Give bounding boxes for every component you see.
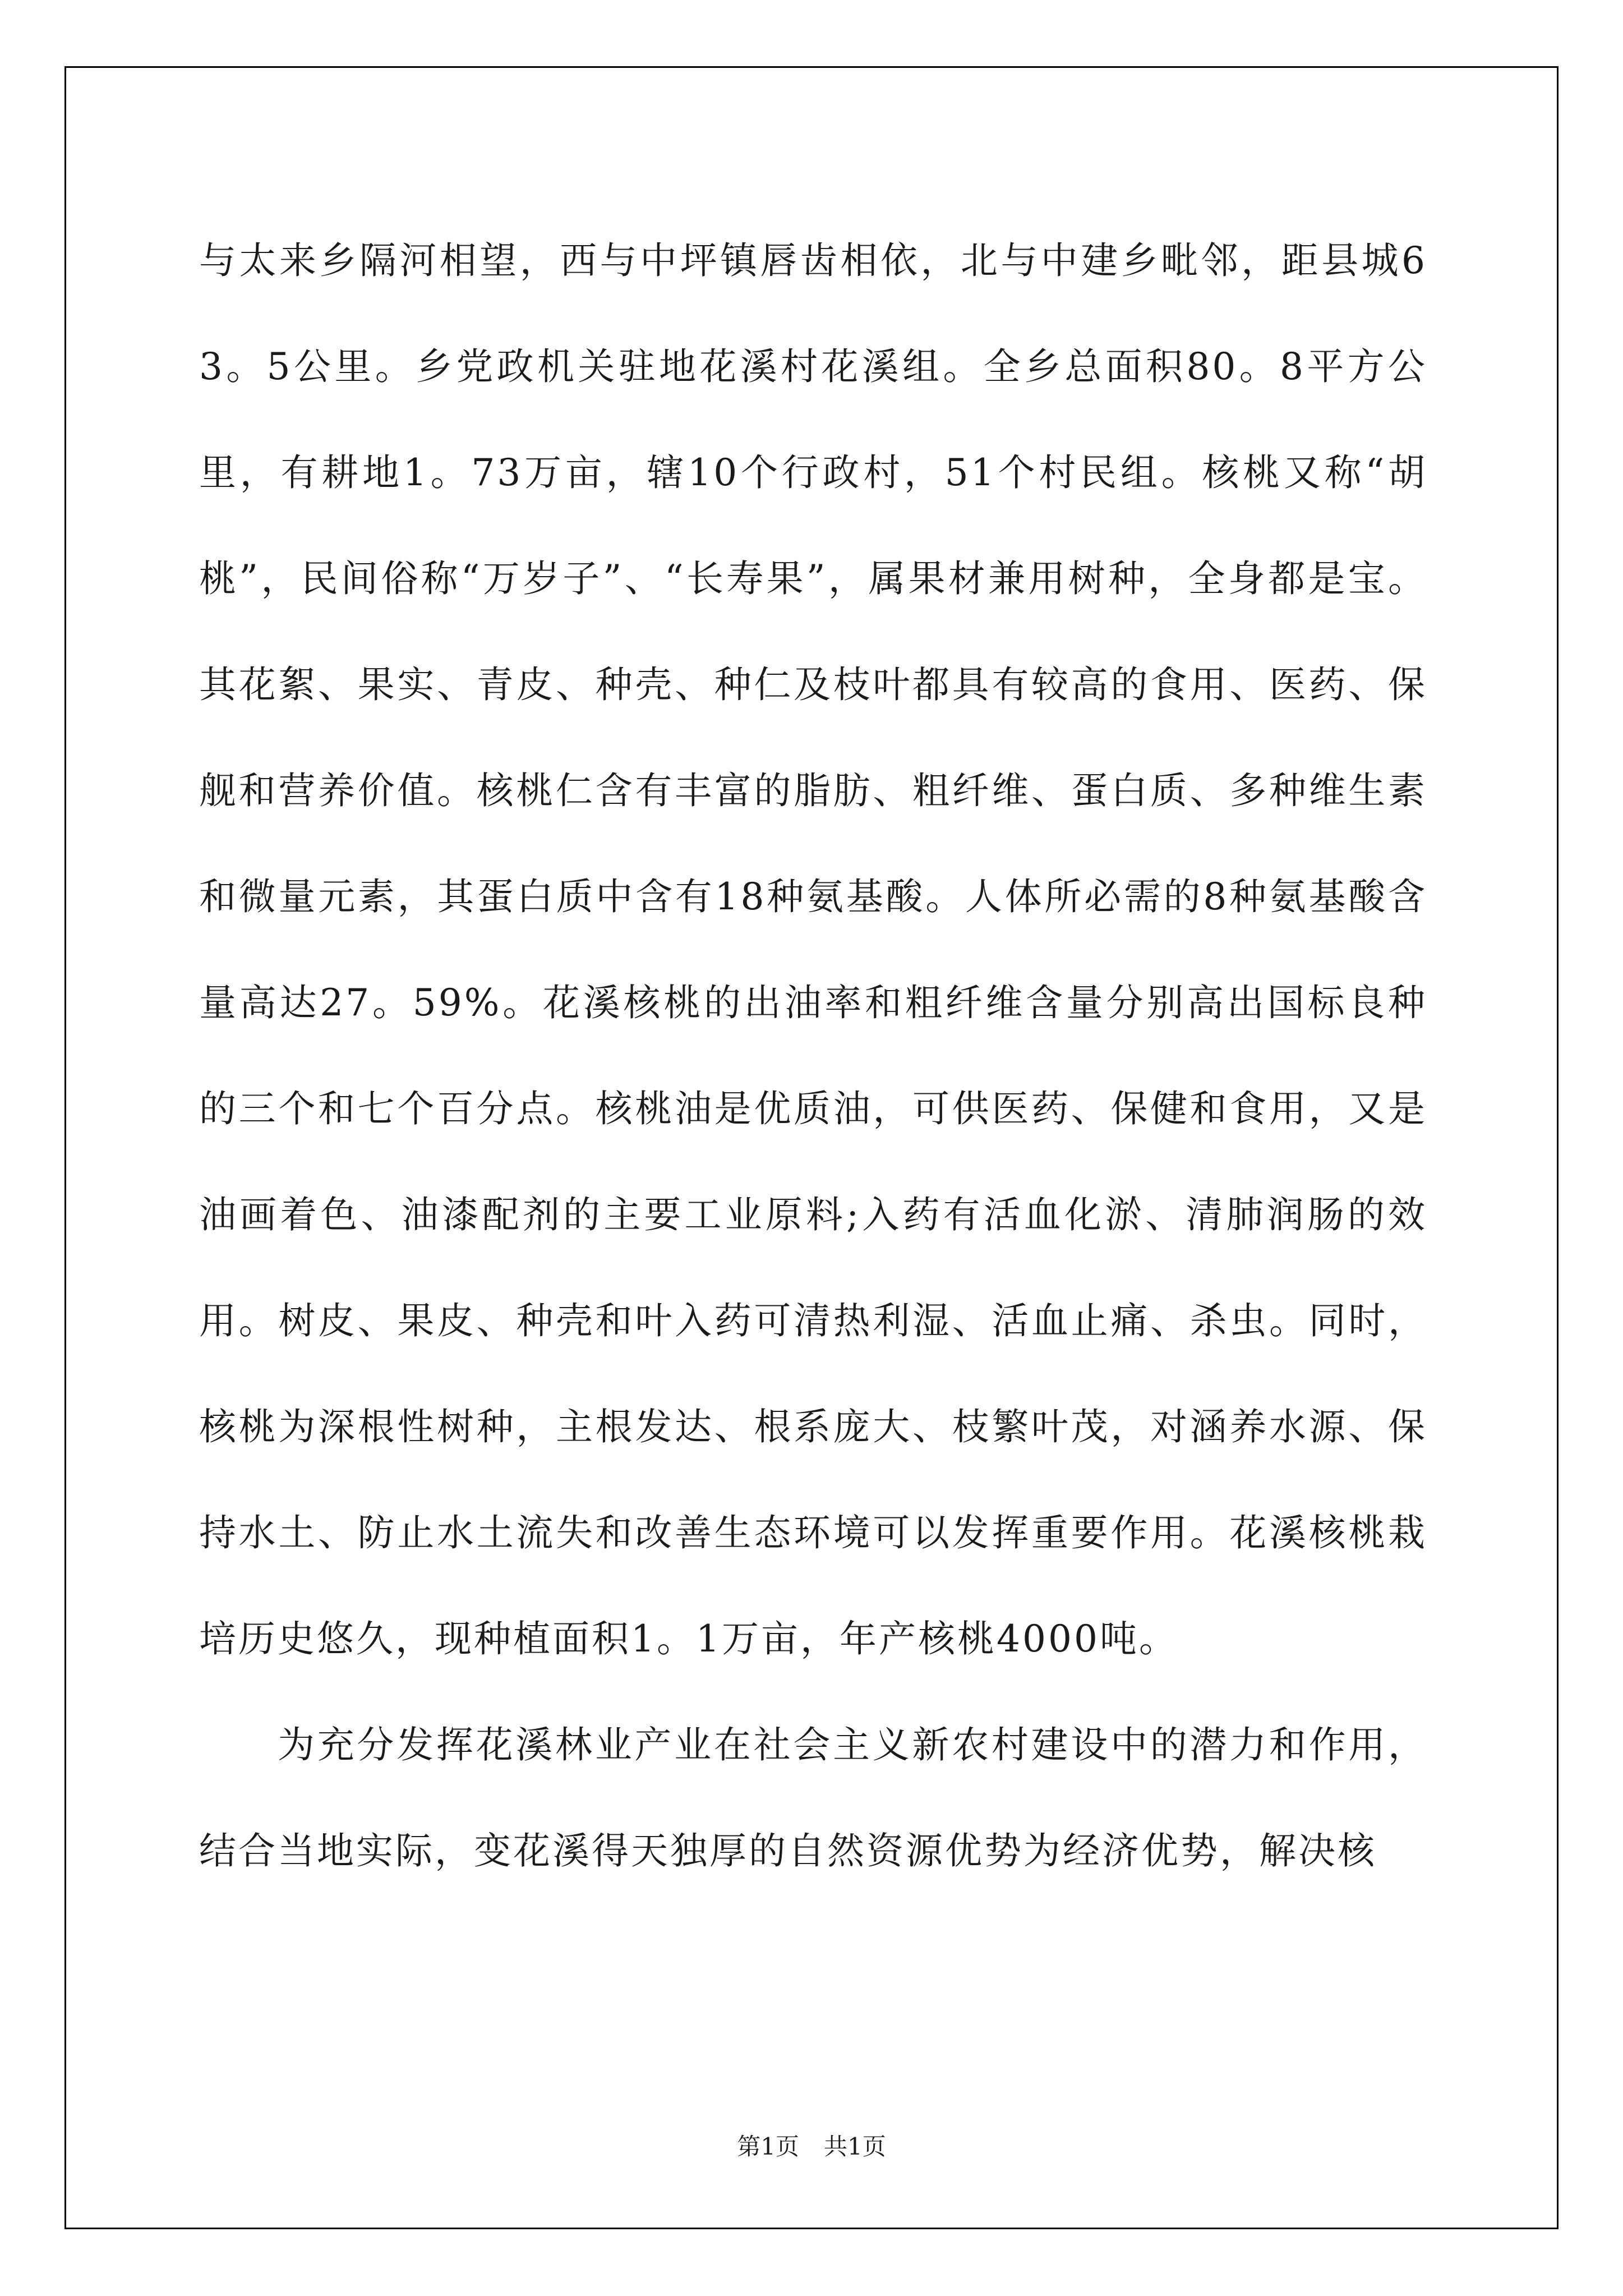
paragraph-2: 为充分发挥花溪林业产业在社会主义新农村建设中的潜力和作用，结合当地实际，变花溪得天独厚的自然资源优势为经济优势，解决核 xyxy=(199,1723,1427,1872)
document-body xyxy=(199,208,1427,1904)
page-footer xyxy=(0,2128,1623,2162)
page-total: 共1页 xyxy=(824,2133,886,2160)
page-number: 第1页 xyxy=(737,2133,799,2160)
paragraph-1: 与太来乡隔河相望，西与中坪镇唇齿相依，北与中建乡毗邻，距县城63。5公里。乡党政机关驻地花溪村花溪组。全乡总面积80。8平方公里，有耕地1。73万亩，辖10个行政村，51个村民组。核桃又称“胡桃”，民间俗称“万岁子”、“长寿果”，属果材兼用树种，全身都是宝。其花絮、果实、青皮、种壳、种仁及枝叶都具有较高的食用、医药、保舰和营养价值。核桃仁含有丰富的脂肪、粗纤维、蛋白质、多种维生素和微量元素，其蛋白质中含有18种氨基酸。人体所必需的8种氨基酸含量高达27。59%。花溪核桃的出油率和粗纤维含量分别高出国标良种的三个和七个百分点。核桃油是优质油，可供医药、保健和食用，又是油画着色、油漆配剂的主要工业原料;入药有活血化淤、清肺润肠的效用。树皮、果皮、种壳和叶入药可清热利湿、活血止痛、杀虫。同时，核桃为深根性树种，主根发达、根系庞大、枝繁叶茂，对涵养水源、保持水土、防止水土流失和改善生态环境可以发挥重要作用。花溪核桃栽培历史悠久，现种植面积1。1万亩，年产核桃4000吨。 xyxy=(199,239,1427,1660)
